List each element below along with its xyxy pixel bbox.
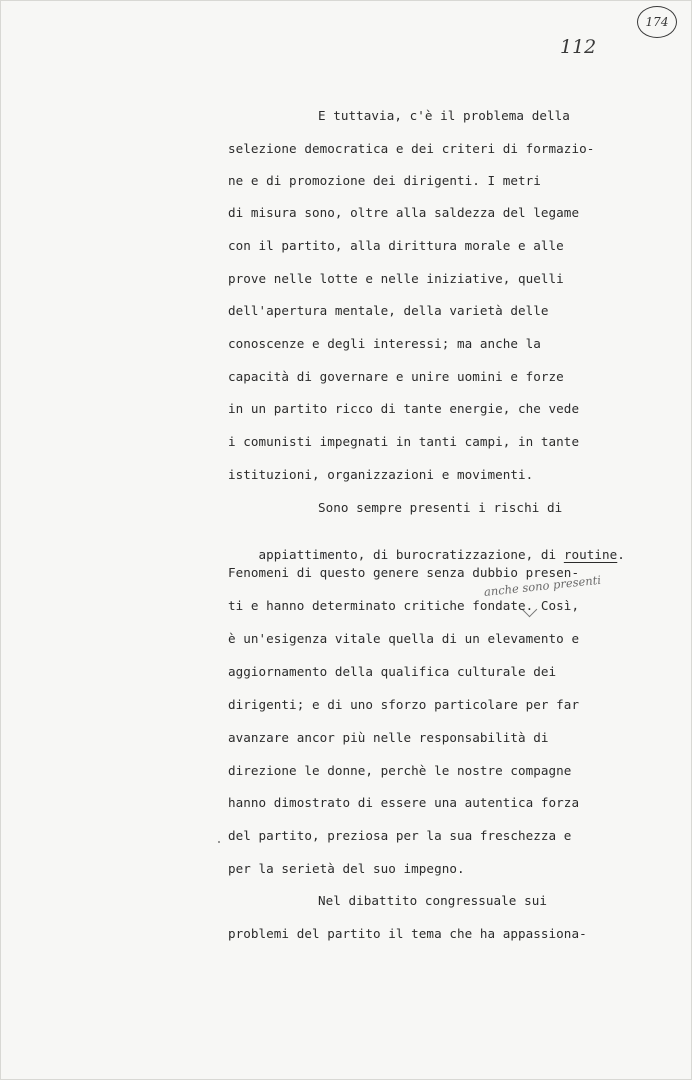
text-line: dirigenti; e di uno sforzo particolare per far xyxy=(228,697,580,712)
text-line: istituzioni, organizzazioni e movimenti. xyxy=(228,467,534,482)
text-line: per la serietà del suo impegno. xyxy=(228,861,465,876)
text-line: i comunisti impegnati in tanti campi, in tante xyxy=(228,434,580,449)
text-line: è un'esigenza vitale quella di un elevamento e xyxy=(228,631,580,646)
text-line: direzione le donne, perchè le nostre compagne xyxy=(228,763,572,778)
text-segment: . xyxy=(617,547,625,562)
text-line: con il partito, alla dirittura morale e alle xyxy=(228,238,564,253)
underlined-word: routine xyxy=(563,547,618,562)
text-line: problemi del partito il tema che ha appassiona- xyxy=(228,926,587,941)
archive-stamp-number: 174 xyxy=(637,6,677,38)
text-line: in un partito ricco di tante energie, che vede xyxy=(228,401,580,416)
handwritten-insertion: anche sono presenti xyxy=(483,572,602,599)
ink-mark xyxy=(218,841,220,843)
text-line: hanno dimostrato di essere una autentica forza xyxy=(228,795,580,810)
text-line: di misura sono, oltre alla saldezza del legame xyxy=(228,205,580,220)
text-line: avanzare ancor più nelle responsabilità di xyxy=(228,730,549,745)
text-line: aggiornamento della qualifica culturale dei xyxy=(228,664,557,679)
text-line: E tuttavia, c'è il problema della xyxy=(318,108,570,123)
text-segment: appiattimento, di burocratizzazione, di xyxy=(258,547,564,562)
text-line: del partito, preziosa per la sua freschezza e xyxy=(228,828,572,843)
text-line: Fenomeni di questo genere senza dubbio presen- xyxy=(228,565,580,580)
text-line: dell'apertura mentale, della varietà delle xyxy=(228,303,549,318)
text-line: ne e di promozione dei dirigenti. I metri xyxy=(228,173,541,188)
text-line: conoscenze e degli interessi; ma anche la xyxy=(228,336,541,351)
text-line: selezione democratica e dei criteri di formazio- xyxy=(228,141,595,156)
text-line: capacità di governare e unire uomini e forze xyxy=(228,369,564,384)
text-line: ti e hanno determinato critiche fondate. Così, xyxy=(228,598,580,613)
text-line: Sono sempre presenti i rischi di xyxy=(318,500,563,515)
text-line: Nel dibattito congressuale sui xyxy=(318,893,547,908)
text-line: prove nelle lotte e nelle iniziative, quelli xyxy=(228,271,564,286)
handwritten-page-number: 112 xyxy=(560,36,597,58)
